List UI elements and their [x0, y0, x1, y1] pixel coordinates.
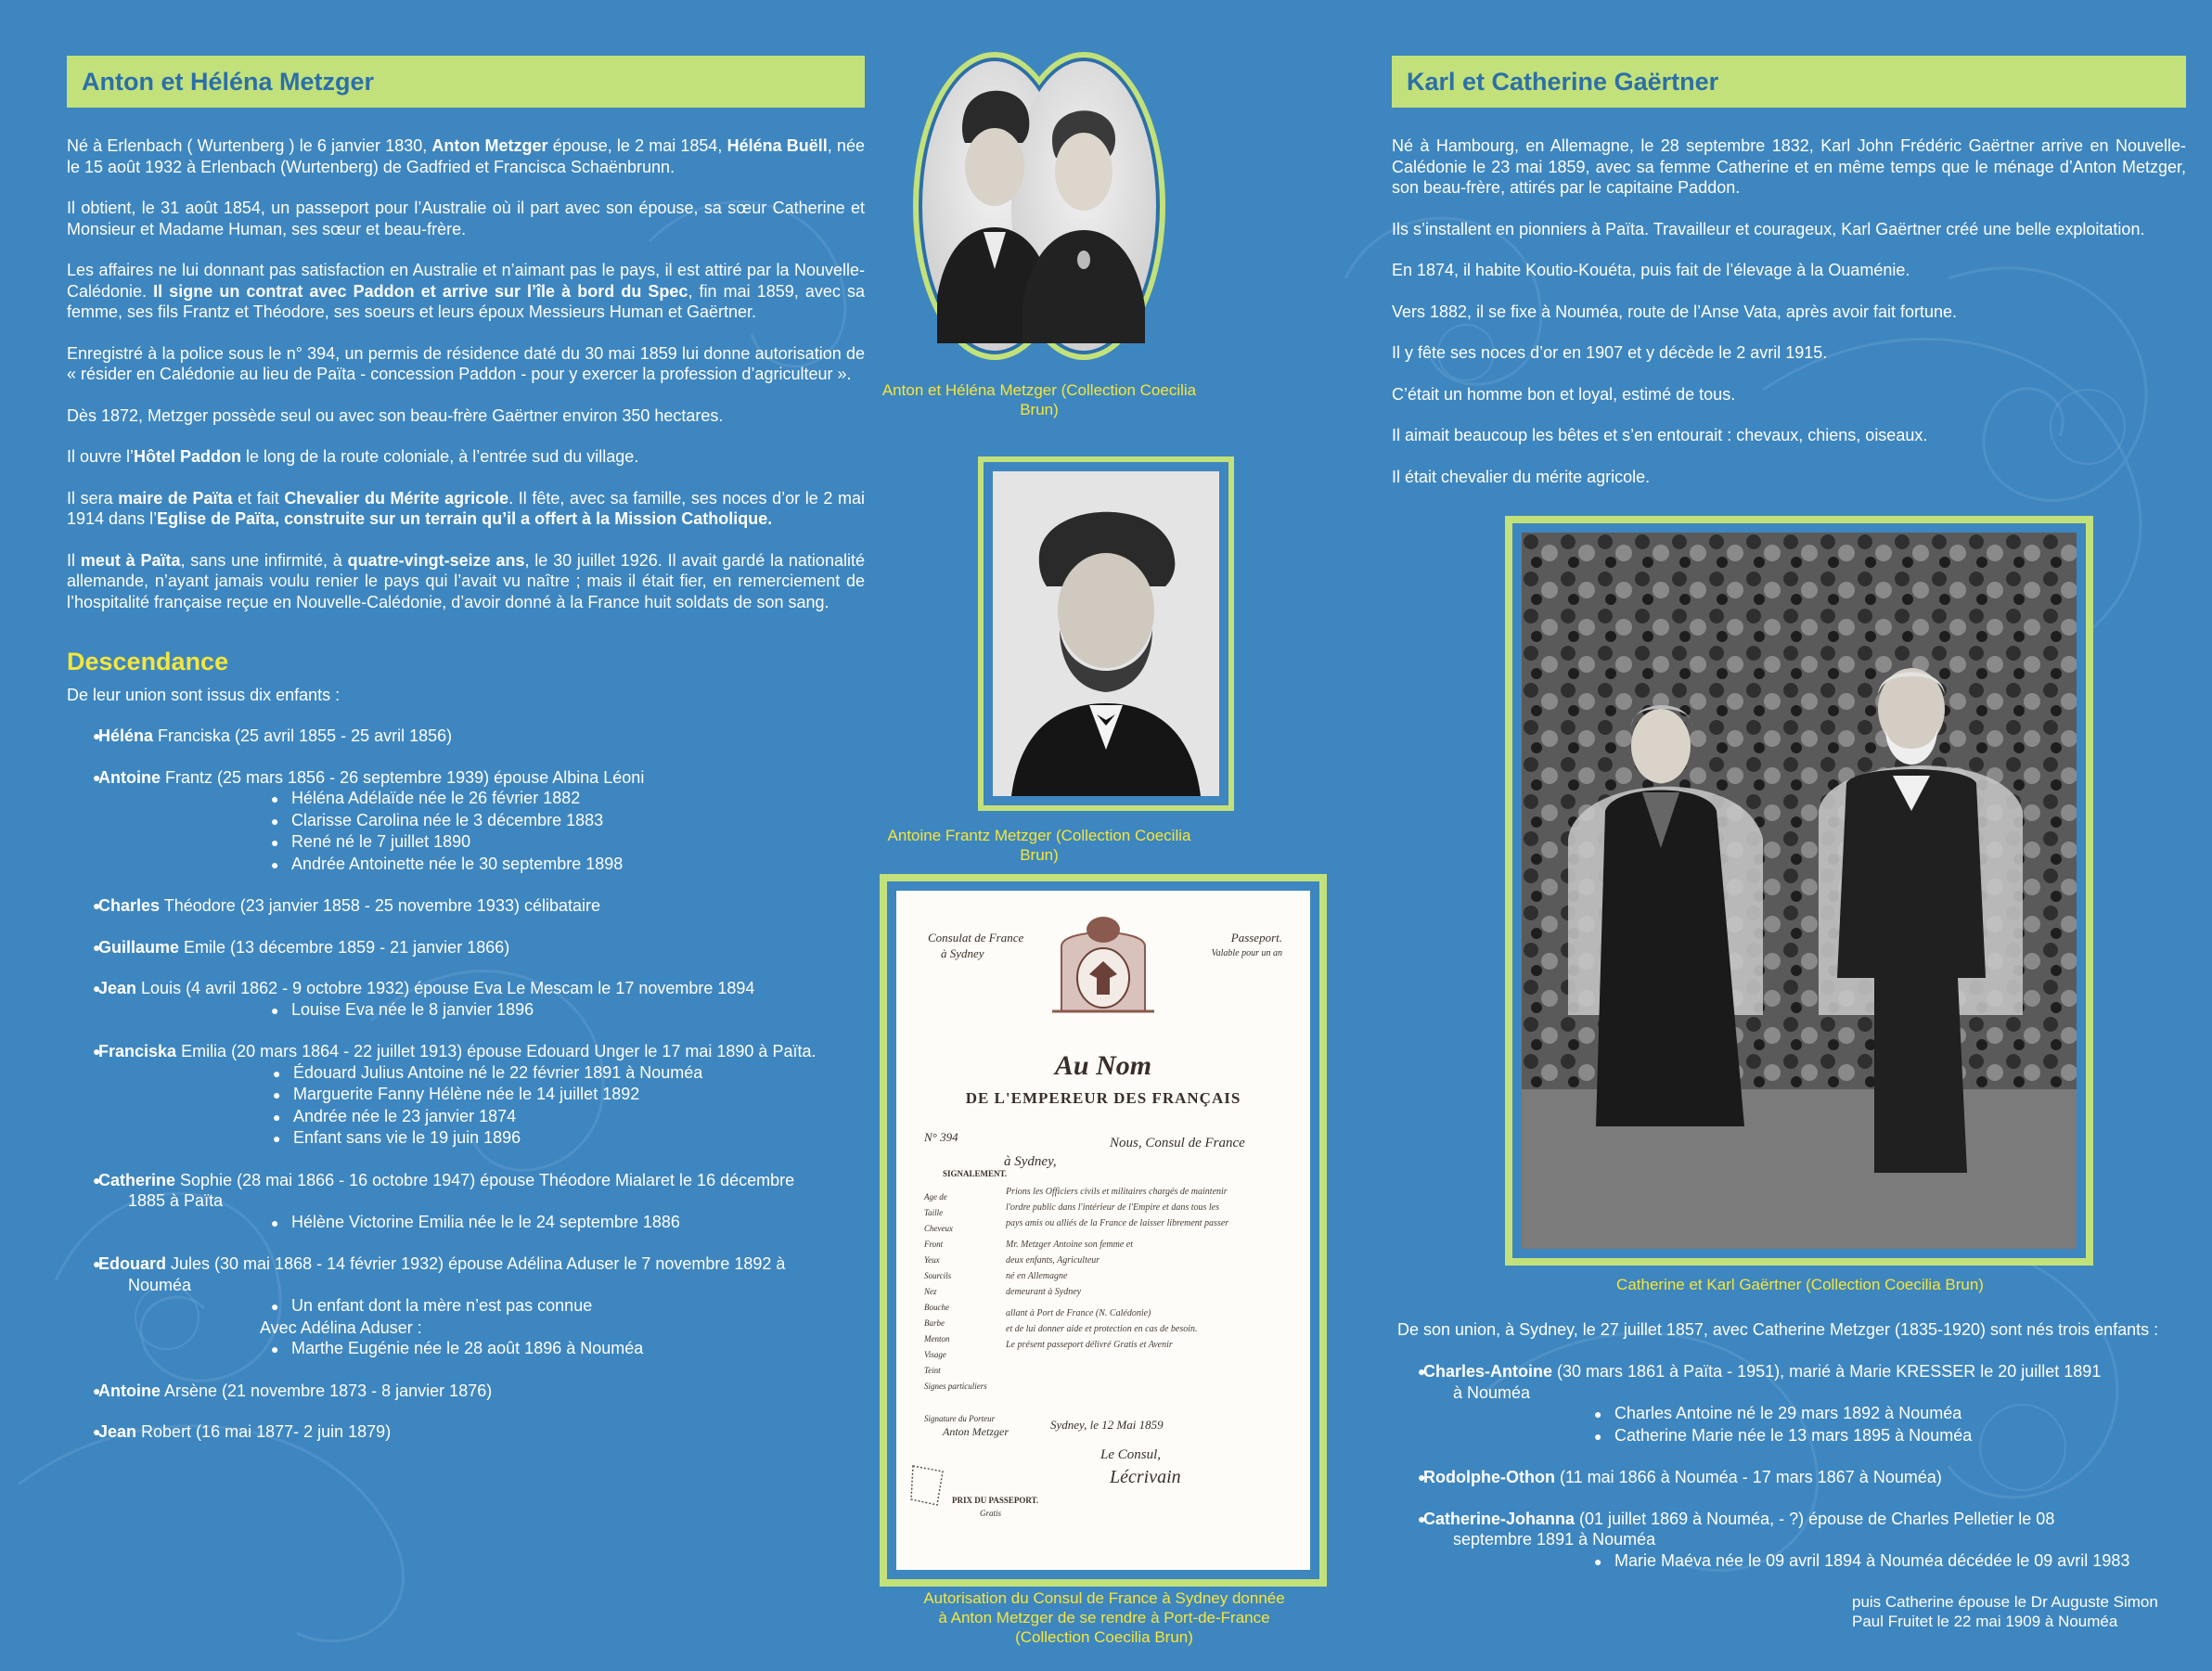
bullet-icon: ● [273, 1087, 281, 1102]
passport-date: Sydney, le 12 Mai 1859 [1050, 1418, 1164, 1432]
grandchild-entry [67, 831, 865, 854]
bio-paragraph: En 1874, il habite Koutio-Kouéta, puis fait de l’élevage à la Ouaménie. [1392, 261, 1910, 279]
grandchild-entry [1392, 1550, 2186, 1573]
child-entry [67, 767, 865, 876]
grandchild-text: Marie Maéva née le 09 avril 1894 à Nouméa décédée le 09 avril 1983 [1614, 1550, 2130, 1570]
caption-passport-line2: à Anton Metzger de se rendre à Port-de-France [938, 1609, 1270, 1626]
bullet-icon: ● [271, 856, 279, 872]
bullet-icon: ● [271, 1342, 279, 1356]
passport-validity: Valable pour un an [1211, 948, 1282, 958]
bio-paragraph [67, 488, 865, 530]
bio-paragraph: Il y fête ses noces d’or en 1907 et y décède le 2 avril 1915. [1392, 343, 1828, 362]
section-title-gaertner: Karl et Catherine Gaërtner [1392, 56, 2186, 108]
grandchild-text: Catherine Marie née le 13 mars 1895 à Nouméa [1614, 1425, 1973, 1445]
bio-paragraph [67, 343, 865, 385]
bullet-icon: ● [1418, 1510, 1426, 1526]
child-details: Franciska (25 avril 1855 - 25 avril 1856) [153, 726, 453, 745]
bio-emphasis: Hôtel Paddon [134, 447, 242, 466]
bio-text: Il ouvre l’ [67, 447, 135, 466]
bio-text: , née le 15 août 1932 à Erlenbach (Wurtenberg) de Gadfried et Francisca Schaënbrunn. [67, 136, 865, 176]
passport-number: N° 394 [924, 1130, 958, 1144]
child-details: Robert (16 mai 1877- 2 juin 1879) [136, 1422, 392, 1441]
child-entry [67, 937, 865, 958]
child-details: Frantz (25 mars 1856 - 26 septembre 1939) épouse Albina Léoni [161, 767, 645, 787]
footer-line2: Paul Fruitet le 22 mai 1909 à Nouméa [1852, 1613, 2118, 1630]
couple-portrait [909, 46, 1167, 364]
grandchild-entry [67, 788, 865, 810]
bullet-icon: ● [273, 1109, 281, 1125]
bio-paragraph: Vers 1882, il se fixe à Nouméa, route de l’Anse Vata, après avoir fait fortune. [1392, 302, 1958, 321]
grandchild-text: Louise Eva née le 8 janvier 1896 [291, 999, 534, 1019]
child-details-continued: septembre 1891 à Nouméa [1453, 1530, 1656, 1549]
bio-paragraph: C’était un homme bon et loyal, estimé de tous. [1392, 384, 1736, 404]
passport-signature-label: Signature du Porteur [924, 1414, 996, 1423]
passport-body-line: allant à Port de France (N. Calédonie) [1006, 1308, 1151, 1318]
passport-body-line: et de lui donner aide et protection en cas de besoin. [1006, 1324, 1198, 1334]
child-name: Jean [98, 979, 137, 997]
bio-text: le long de la route coloniale, à l’entrée sud du village. [241, 447, 639, 466]
bullet-icon: ● [93, 1256, 101, 1271]
bullet-icon: ● [93, 769, 101, 785]
grandchild-entry [67, 1127, 865, 1150]
bullet-icon: ● [271, 1002, 279, 1018]
bio-paragraph [67, 405, 865, 427]
passport-field-label: Sourcils [924, 1271, 952, 1280]
caption-passport [863, 1588, 1345, 1647]
bio-text: Les affaires ne lui donnant pas satisfaction en Australie et n’aimant pas le pays, il est attiré par la Nouvelle-Calédonie. [67, 261, 865, 301]
passport-field-label: Age de [924, 1192, 947, 1202]
imperial-crest-icon [1043, 909, 1164, 1030]
child-entry [1392, 1509, 2186, 1573]
section-title-metzger: Anton et Héléna Metzger [67, 56, 865, 108]
child-entry [67, 1381, 865, 1402]
grandchild-text: Un enfant dont la mère n’est pas connue [291, 1296, 593, 1315]
bullet-icon: ● [273, 1065, 281, 1081]
bio-paragraph [67, 260, 865, 323]
bio-text: , fin mai 1859, avec sa femme, ses fils Frantz et Théodore, ses soeurs et leurs époux Messieurs Human et Gaërtner. [67, 281, 865, 321]
caption-antoine: Antoine Frantz Metzger (Collection Coecilia Brun) [887, 827, 1191, 864]
child-name: Charles-Antoine [1423, 1362, 1553, 1381]
bio-text: Il sera [67, 488, 119, 508]
gaertner-children-list [1392, 1341, 2186, 1572]
passport-signature-name: Anton Metzger [943, 1425, 1009, 1438]
grandchild-entry [67, 1062, 865, 1085]
child-name: Guillaume [98, 937, 180, 957]
passport-label: Passeport. [1230, 931, 1282, 945]
bio-paragraph [67, 550, 865, 613]
passport-field-label: Cheveux [924, 1224, 953, 1233]
child-details: Arsène (21 novembre 1873 - 8 janvier 1876) [161, 1381, 493, 1400]
grandchild-text: Clarisse Carolina née le 3 décembre 1883 [291, 810, 604, 829]
child-entry [67, 1253, 865, 1360]
child-details-continued: à Nouméa [1453, 1382, 1531, 1402]
grandchild-entry [67, 1295, 865, 1318]
child-name: Edouard [98, 1254, 167, 1273]
grandchild-entry [67, 810, 865, 832]
bio-emphasis: Héléna Buëll [727, 136, 828, 155]
bio-paragraph: Né à Hambourg, en Allemagne, le 28 septembre 1832, Karl John Frédéric Gaërtner arrive en Nouvelle-Calédonie le 23 mai 1859, avec sa femme Catherine et en même temps que le ménage d’Anton Metzger, son beau-frère, attirés par le capitaine Paddon. [1392, 136, 2186, 197]
bio-text: , sans une infirmité, à [180, 550, 348, 570]
bio-text: Né à Erlenbach ( Wurtenberg ) le 6 janvier 1830, [67, 136, 432, 155]
passport-body-line: pays amis ou alliés de la France de laisser librement passer [1006, 1218, 1229, 1228]
passport-field-label: Nez [924, 1287, 937, 1296]
gaertner-biography [1392, 135, 2186, 487]
child-entry [1392, 1467, 2186, 1488]
passport-field-label: Visage [924, 1350, 946, 1359]
grandchild-entry [67, 1212, 865, 1234]
grandchild-entry [67, 1106, 865, 1128]
bullet-icon: ● [93, 1172, 101, 1188]
metzger-biography [67, 135, 865, 612]
caption-passport-line3: (Collection Coecilia Brun) [1015, 1628, 1193, 1646]
gaertner-union-text: De son union, à Sydney, le 27 juillet 1857, avec Catherine Metzger (1835-1920) sont nés trois enfants : [1397, 1320, 2159, 1339]
grandchild-entry [67, 1318, 865, 1339]
grandchild-entry [67, 1338, 865, 1360]
bio-emphasis: Anton Metzger [431, 136, 548, 155]
passport-consulat-line2: à Sydney [941, 946, 984, 960]
passport-nous-line1: Nous, Consul de France [1110, 1136, 1245, 1150]
child-details: (11 mai 1866 à Nouméa - 17 mars 1867 à Nouméa) [1554, 1468, 1942, 1486]
grandchild-text: Avec Adélina Aduser : [260, 1318, 422, 1337]
child-details: Louis (4 avril 1862 - 9 octobre 1932) épouse Eva Le Mescam le 17 novembre 1894 [136, 979, 755, 997]
passport-prix-value: Gratis [980, 1509, 1002, 1518]
child-name: Rodolphe-Othon [1423, 1468, 1555, 1486]
grandchild-entry [67, 854, 865, 876]
child-name: Catherine [98, 1170, 176, 1189]
bio-text: Il [67, 550, 81, 570]
passport-consulat-line1: Consulat de France [928, 931, 1024, 945]
bio-text: , le 30 juillet 1926. Il avait gardé la nationalité allemande, n’ayant jamais voulu renier le pays qui l’avait vu naître ; mais il était fier, en remerciement de l’hospitalité française reçue en Nouvelle-Calédonie, d’avoir donné à la France huit soldats de son sang. [67, 550, 865, 611]
passport-field-label: Bouche [924, 1303, 949, 1312]
bio-emphasis: quatre-vingt-seize ans [347, 550, 525, 570]
child-name: Charles [98, 896, 161, 915]
bio-paragraph: Il était chevalier du mérite agricole. [1392, 467, 1651, 486]
passport-body-line: Prions les Officiers civils et militaires chargés de maintenir [1006, 1187, 1228, 1197]
child-details-continued: Nouméa [128, 1275, 192, 1294]
grandchild-entry [1392, 1403, 2186, 1425]
bio-text: Dès 1872, Metzger possède seul ou avec son beau-frère Gaërtner environ 350 hectares. [67, 405, 724, 425]
gaertner-footer [1852, 1592, 2192, 1631]
passport-body [1006, 1184, 1293, 1353]
child-name: Jean [98, 1422, 137, 1441]
passport-consul-signature: Lécrivain [1110, 1467, 1181, 1487]
passport-body-line: Mr. Metzger Antoine son femme et [1006, 1240, 1134, 1250]
bio-paragraph [67, 198, 865, 239]
bullet-icon: ● [1594, 1428, 1602, 1444]
passport-body-line: demeurant à Sydney [1006, 1287, 1082, 1297]
passport-signalement: SIGNALEMENT. [943, 1169, 1008, 1178]
passport-field-label: Taille [924, 1208, 944, 1217]
child-entry [1392, 1361, 2186, 1446]
bullet-icon: ● [1418, 1364, 1426, 1379]
child-name: Franciska [98, 1042, 177, 1060]
child-details: Théodore (23 janvier 1858 - 25 novembre 1933) célibataire [160, 896, 601, 915]
child-name: Antoine [98, 1381, 161, 1400]
child-details: Emilia (20 mars 1864 - 22 juillet 1913) épouse Edouard Unger le 17 mai 1890 à Païta. [176, 1042, 817, 1060]
bullet-icon: ● [93, 1424, 101, 1439]
passport-body-line: Le présent passeport délivré Gratis et Avenir [1006, 1340, 1173, 1350]
bio-paragraph [67, 135, 865, 177]
bio-emphasis: Eglise de Païta, construite sur un terrain qu’il a offert à la Mission Catholique. [157, 509, 773, 528]
grandchild-text: Marguerite Fanny Hélène née le 14 juillet 1892 [293, 1085, 640, 1103]
child-entry [67, 978, 865, 1021]
child-details: Sophie (28 mai 1866 - 16 octobre 1947) épouse Théodore Mialaret le 16 décembre [175, 1170, 795, 1189]
bullet-icon: ● [271, 813, 279, 829]
grandchild-text: Héléna Adélaïde née le 26 février 1882 [291, 789, 581, 807]
right-column [1392, 56, 2186, 487]
grandchild-entry [67, 999, 865, 1022]
bullet-icon: ● [1594, 1407, 1602, 1421]
passport-field-label: Menton [924, 1334, 950, 1343]
child-entry [67, 726, 865, 747]
bullet-icon: ● [273, 1131, 281, 1146]
grandchild-entry [1392, 1425, 2186, 1447]
child-name: Antoine [98, 767, 161, 787]
bio-paragraph: Il aimait beaucoup les bêtes et s’en entourait : chevaux, chiens, oiseaux. [1392, 426, 1928, 444]
bullet-icon: ● [93, 939, 101, 955]
passport-body-line: né en Allemagne [1006, 1271, 1068, 1281]
grandchild-text: Marthe Eugénie née le 28 août 1896 à Nouméa [291, 1339, 644, 1357]
bullet-icon: ● [93, 898, 101, 913]
bullet-icon: ● [1594, 1553, 1602, 1569]
bio-text: Il obtient, le 31 août 1854, un passeport pour l’Australie où il part avec son épouse, sa sœur Catherine et Monsieur et Madame Human, ses sœur et beau-frère. [67, 199, 865, 238]
bullet-icon: ● [271, 791, 279, 806]
grandchild-text: Andrée Antoinette née le 30 septembre 1898 [291, 854, 624, 873]
bio-paragraph: Ils s’installent en pionniers à Païta. Travailleur et courageux, Karl Gaërtner créé une belle exploitation. [1392, 219, 2145, 238]
bio-text: . Il fête, avec sa famille, ses noces d’or le 2 mai 1914 dans l’ [67, 488, 865, 528]
grandchild-text: René né le 7 juillet 1890 [291, 832, 471, 851]
child-entry [67, 1170, 865, 1234]
bio-paragraph [67, 446, 865, 468]
bullet-icon: ● [93, 728, 101, 743]
metzger-children-list [67, 726, 865, 1443]
child-entry [67, 895, 865, 917]
passport-fields [924, 1189, 987, 1395]
child-details: Emile (13 décembre 1859 - 21 janvier 1866) [179, 937, 510, 957]
child-details: (01 juillet 1869 à Nouméa, - ?) épouse de Charles Pelletier le 08 [1575, 1509, 2055, 1528]
passport-field-label: Signes particuliers [924, 1382, 987, 1391]
child-entry [67, 1041, 865, 1150]
child-entry [67, 1421, 865, 1443]
bullet-icon: ● [271, 1299, 279, 1314]
grandchild-entry [67, 1084, 865, 1106]
child-details: Jules (30 mai 1868 - 14 février 1932) épouse Adélina Aduser le 7 novembre 1892 à [166, 1254, 786, 1273]
bio-emphasis: meut à Païta [80, 550, 181, 570]
footer-line1: puis Catherine épouse le Dr Auguste Simon [1852, 1593, 2158, 1611]
left-column [67, 56, 865, 1443]
passport-body-line: deux enfants, Agriculteur [1006, 1255, 1100, 1266]
gaertner-photo [1522, 533, 2077, 1249]
bullet-icon: ● [93, 1044, 101, 1059]
bullet-icon: ● [93, 1382, 101, 1398]
passport-field-label: Barbe [924, 1318, 945, 1328]
passport-au-nom: Au Nom [1054, 1050, 1152, 1081]
caption-passport-line1: Autorisation du Consul de France à Sydney donnée [923, 1589, 1285, 1607]
bio-text: épouse, le 2 mai 1854, [547, 136, 727, 155]
caption-gaertner-photo: Catherine et Karl Gaërtner (Collection Coecilia Brun) [1616, 1276, 1984, 1293]
passport-body-line: l'ordre public dans l'intérieur de l'Empire et dans tous les [1006, 1202, 1220, 1213]
passport-field-label: Front [924, 1240, 944, 1249]
grandchild-text: Andrée née le 23 janvier 1874 [293, 1106, 517, 1125]
bio-emphasis: maire de Païta [118, 488, 233, 508]
bio-emphasis: Il signe un contrat avec Paddon et arrive sur l’île à bord du Spec [153, 281, 688, 301]
passport-field-label: Teint [924, 1366, 941, 1375]
passport-document [896, 891, 1310, 1570]
passport-stamp-icon [909, 1462, 946, 1509]
child-name: Catherine-Johanna [1423, 1509, 1575, 1528]
caption-couple: Anton et Héléna Metzger (Collection Coecilia Brun) [881, 381, 1197, 418]
bio-text: Enregistré à la police sous le n° 394, un permis de résidence daté du 30 mai 1859 lui donne autorisation de « résider en Calédonie au lieu de Païta - concession Paddon - pour y exercer la profession d’agriculteur ». [67, 343, 865, 383]
descendance-intro: De leur union sont issus dix enfants : [67, 686, 341, 704]
passport-prix-label: PRIX DU PASSEPORT. [952, 1496, 1039, 1505]
antoine-portrait-photo [993, 471, 1219, 796]
grandchild-text: Enfant sans vie le 19 juin 1896 [293, 1128, 521, 1147]
bullet-icon: ● [271, 1215, 279, 1230]
bullet-icon: ● [93, 981, 101, 996]
bullet-icon: ● [1418, 1470, 1426, 1485]
descendance-heading: Descendance [67, 648, 229, 675]
child-details-continued: 1885 à Païta [128, 1191, 224, 1210]
passport-field-label: Yeux [924, 1255, 940, 1265]
grandchild-text: Charles Antoine né le 29 mars 1892 à Nouméa [1614, 1404, 1962, 1422]
child-name: Héléna [98, 726, 154, 745]
bio-emphasis: Chevalier du Mérite agricole [284, 488, 509, 508]
grandchild-text: Édouard Julius Antoine né le 22 février 1891 à Nouméa [293, 1062, 703, 1082]
child-details: (30 mars 1861 à Païta - 1951), marié à Marie KRESSER le 20 juillet 1891 [1552, 1362, 2102, 1381]
passport-empereur: DE L'EMPEREUR DES FRANÇAIS [965, 1089, 1241, 1107]
bio-text: et fait [232, 488, 285, 508]
passport-consul-label: Le Consul, [1100, 1447, 1162, 1462]
passport-nous-line2: à Sydney, [1004, 1154, 1057, 1169]
grandchild-text: Hélène Victorine Emilia née le le 24 septembre 1886 [291, 1212, 680, 1231]
bullet-icon: ● [271, 835, 279, 850]
